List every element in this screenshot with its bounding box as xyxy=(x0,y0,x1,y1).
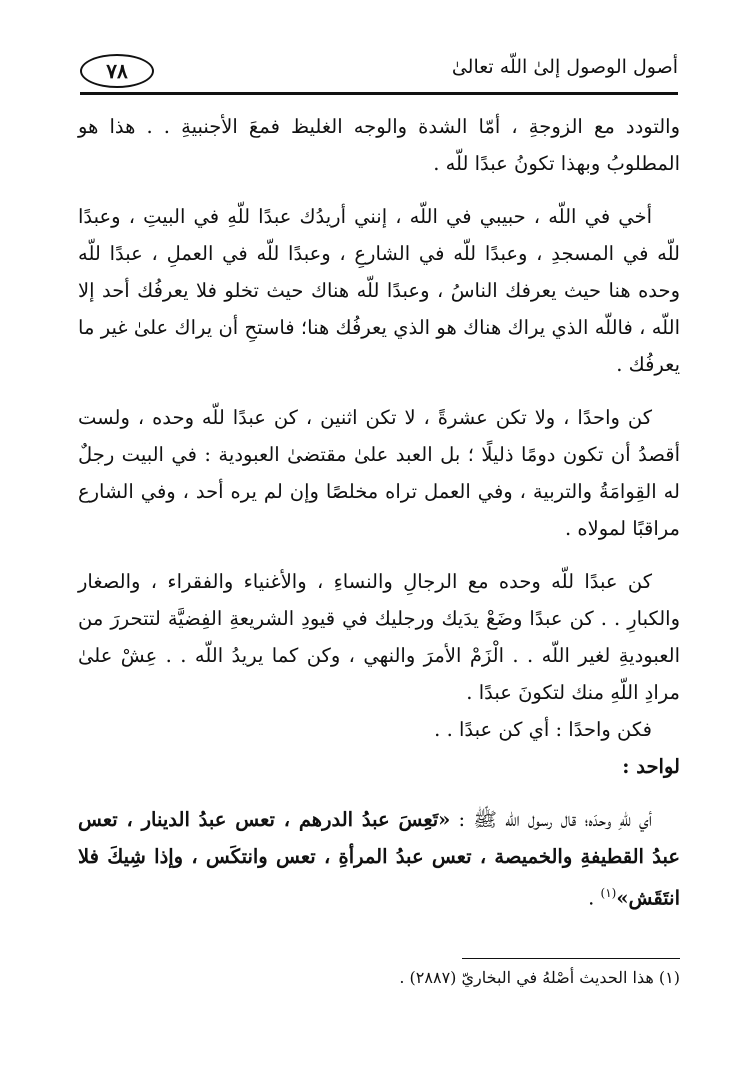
paragraph-2: أخي في اللّه ، حبيبي في اللّه ، إنني أريدُك عبدًا للّهِ في البيتِ ، وعبدًا للّه في المسجدِ ، وعبدًا للّه في الشارعِ ، وعبدًا للّه في العملِ ، عبدًا للّه وحده هنا حيث يعرفك الناسُ ، وعبدًا للّه هناك حيث تخلو فلا يعرفُك أحد إلا اللّه ، فاللّه الذي يراك هناك هو الذي يعرفُك هنا؛ فاستحِ أن يراك علىٰ غير ما يعرفُك . xyxy=(78,205,680,376)
hadith-quote: «تَعِسَ عبدُ الدرهم ، تعس عبدُ الدينار ، تعس عبدُ القطيفةِ والخميصة ، تعس عبدُ المرأةِ ، تعس وانتكَس ، وإذا شِيكَ فلا انتَقَش» xyxy=(78,808,680,910)
paragraph-1: والتودد مع الزوجةِ ، أمّا الشدة والوجه الغليظ فمعَ الأجنبيةِ . . هذا هو المطلوبُ وبهذا تكونُ عبدًا للّه . xyxy=(78,115,680,175)
hadith-intro: أي للّهِ وحدَه؛ قال رسول اللّه ﷺ : xyxy=(450,808,652,831)
section-heading: لواحد : xyxy=(622,755,680,778)
footnote-divider xyxy=(462,958,680,959)
page-header xyxy=(80,50,678,90)
footnote-marker: (١) xyxy=(600,886,617,900)
paragraph-3: كن واحدًا ، ولا تكن عشرةً ، لا تكن اثنين ، كن عبدًا للّه وحده ، ولست أقصدُ أن تكون دومًا ذليلًا ؛ بل العبد علىٰ مقتضىٰ العبودية : في البيت رجلٌ له القِوامَةُ والتربية ، وفي العمل تراه مخلصًا وإن لم يره أحد ، وفي الشارع مراقبًا لمولاه . xyxy=(78,406,680,540)
paragraph-4: كن عبدًا للّه وحده مع الرجالِ والنساءِ ، والأغنياء والفقراء ، والصغار والكبارِ . . كن عبدًا وضَعْ يدَيك ورجليك في قيودِ الشريعةِ الفِضيَّة لتتحررَ من العبوديةِ لغير اللّه . . الْزَمْ الأمرَ والنهي ، وكن كما يريدُ اللّه . . عِشْ علىٰ مرادِ اللّهِ منك لتكونَ عبدًا . xyxy=(78,570,680,704)
page-number-badge: ٧٨ xyxy=(80,54,154,88)
paragraph-6 xyxy=(78,801,680,917)
header-divider xyxy=(80,92,678,95)
main-text xyxy=(78,108,680,933)
paragraph-5: فكن واحدًا : أي كن عبدًا . . xyxy=(434,718,652,741)
paragraph-end: . xyxy=(588,886,601,910)
footnote: (١) هذا الحديث أصْلهُ في البخاريّ (٢٨٨٧) . xyxy=(399,968,680,987)
running-title: أصول الوصول إلىٰ اللّه تعالىٰ xyxy=(451,56,678,78)
